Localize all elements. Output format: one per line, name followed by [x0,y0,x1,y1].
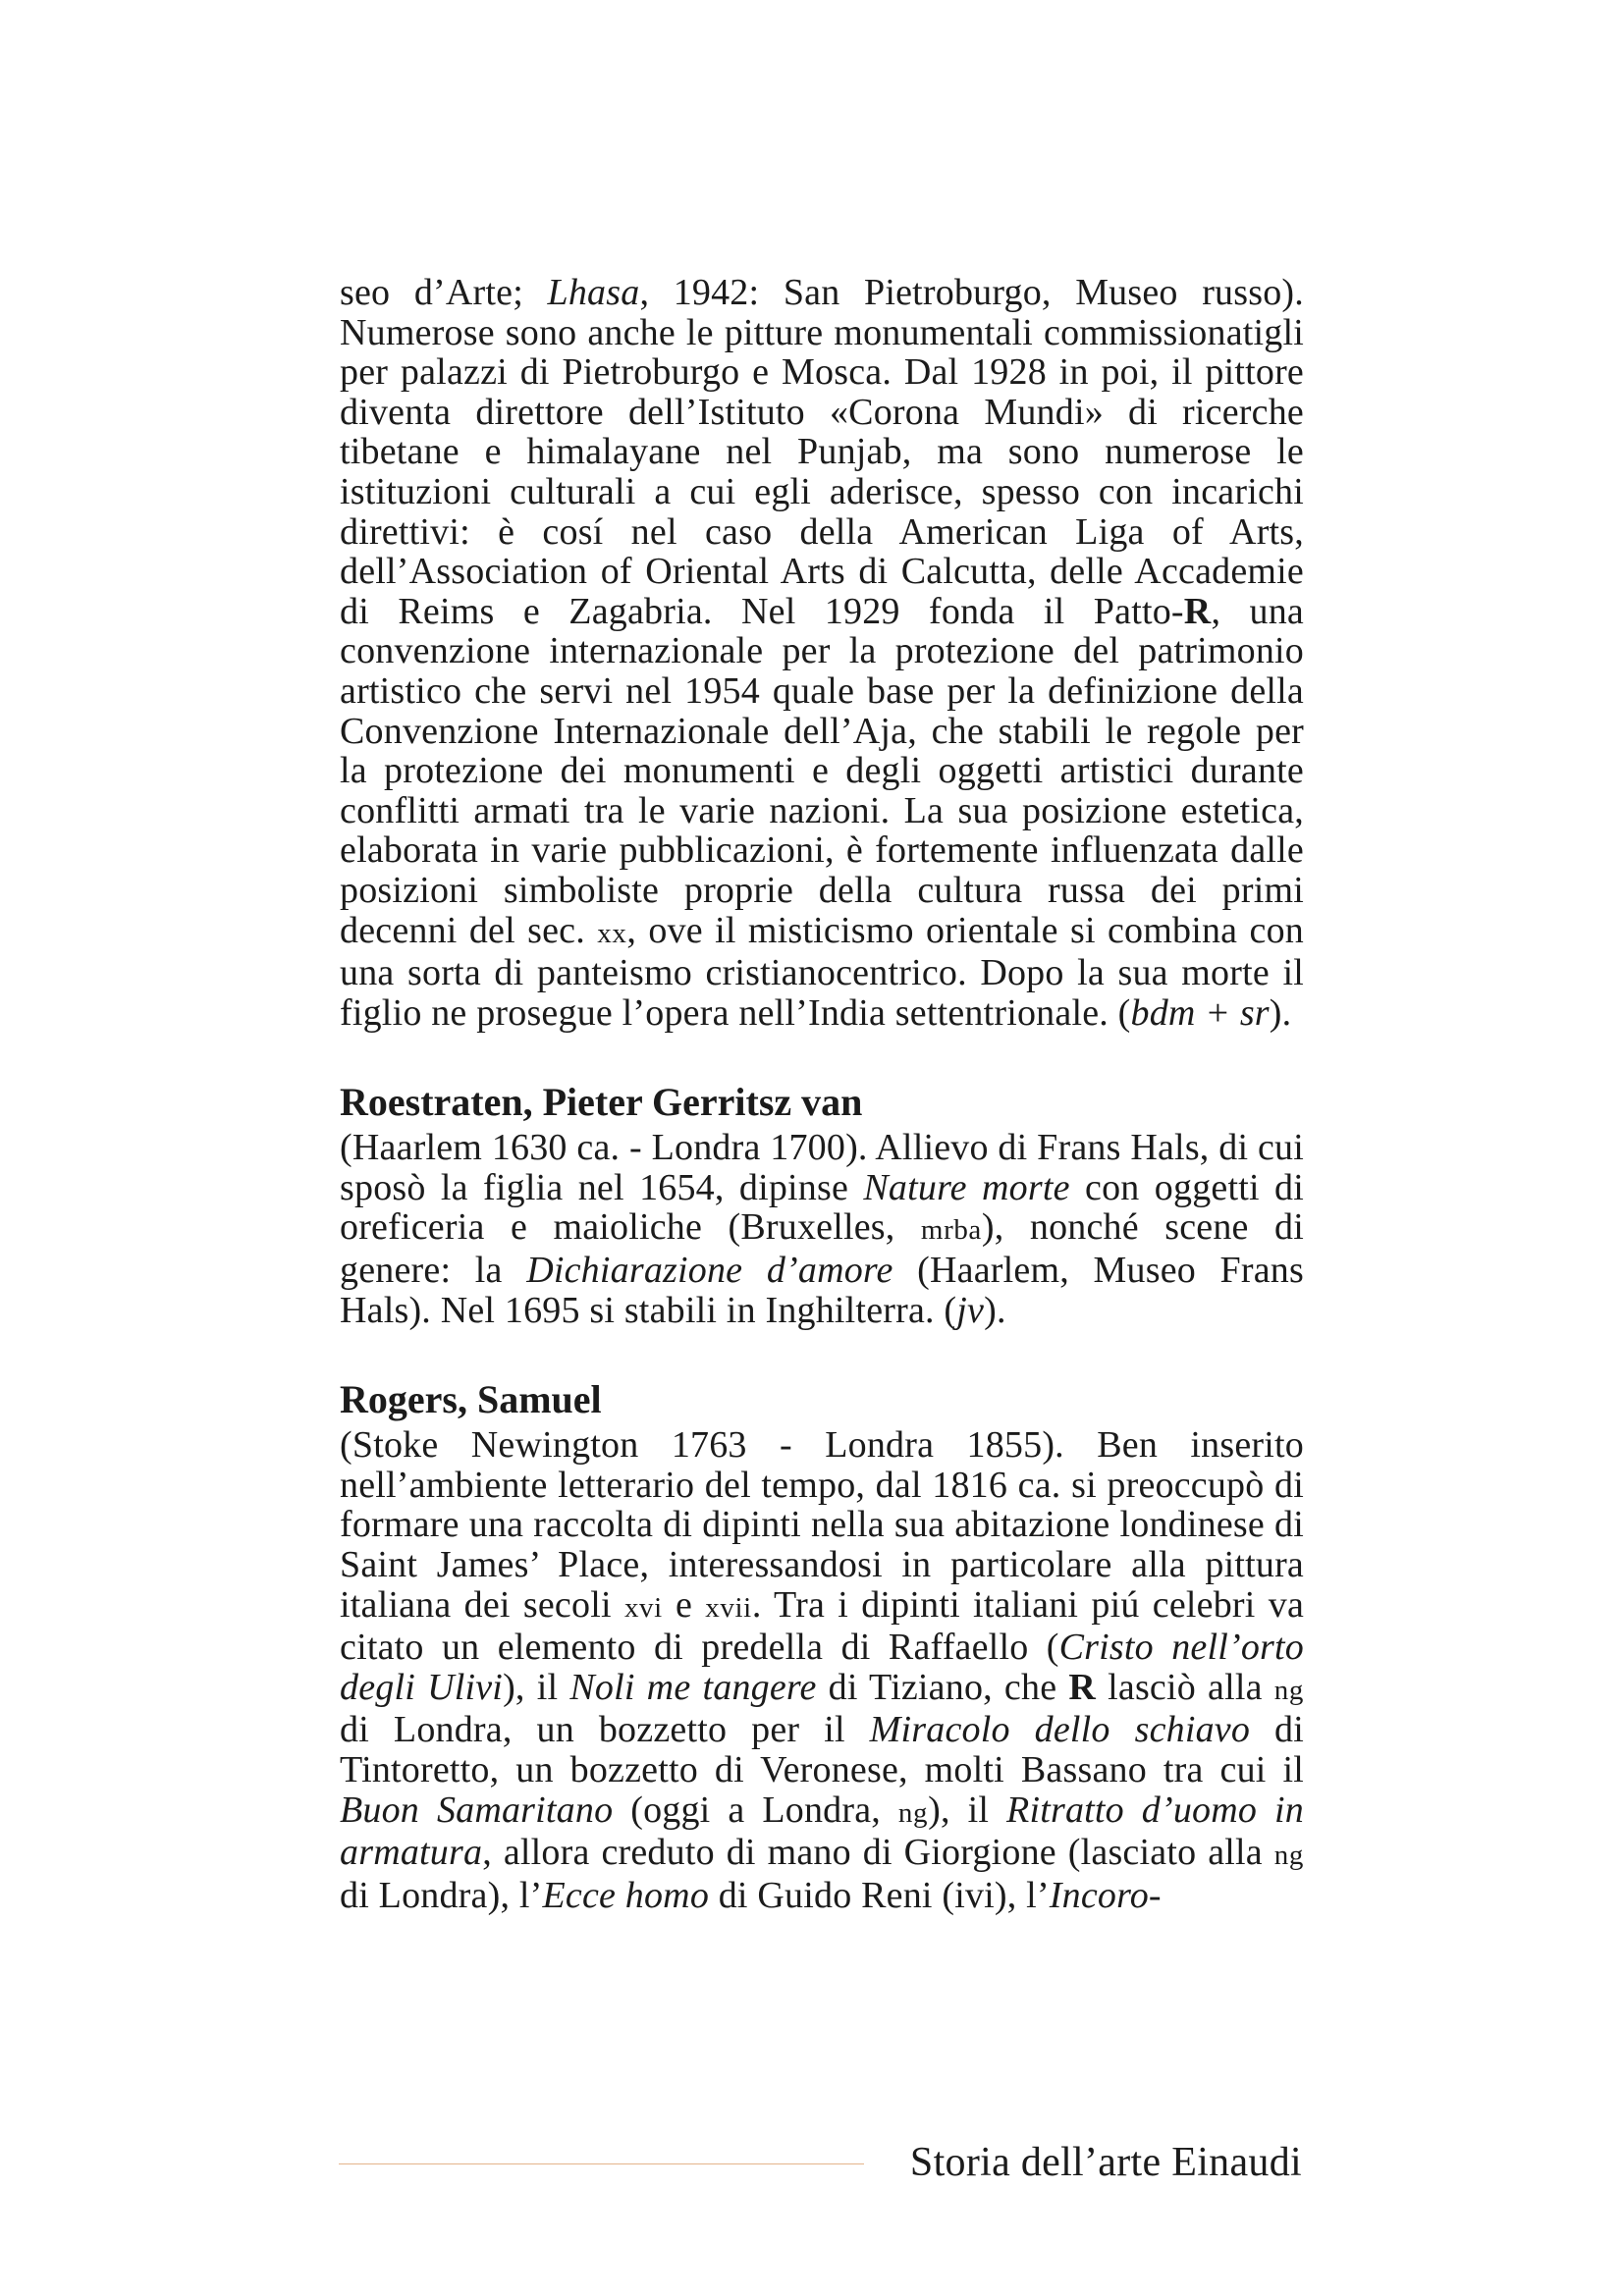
text-run: ). [984,1289,1006,1331]
entry-heading: Rogers, Samuel [340,1377,602,1422]
text-run: di Londra, un bozzetto per il [340,1709,870,1751]
entry-body [340,1128,1304,1330]
text-run: (oggi a Londra, [613,1789,898,1831]
text-run: di Tiziano, che [816,1666,1069,1708]
spacer [340,1033,1304,1081]
text-run: ). [1269,991,1292,1034]
text-run: di Tintoretto, un bozzetto di Veronese, molti Bassano tra cui il [340,1709,1304,1790]
museum-abbreviation: ng [1273,1674,1304,1706]
text-run: lasciò alla [1096,1666,1274,1708]
artwork-title: Nature morte [863,1166,1070,1208]
continuation-paragraph [340,273,1304,1033]
footer-title: Storia dell’arte Einaudi [909,2140,1302,2185]
text-run: con oggetti di oreficeria e maioliche (Bruxelles, [340,1166,1305,1249]
text-run: , 1942: San Pietroburgo, Museo russo). Numerose sono anche le pitture monumentali commissionatigli per palazzi di Pietroburgo e Mosca. Dal 1928 in poi, il pittore diventa direttore dell’Istituto «Corona Mundi» di ricerche tibetane e himalayane nel Punjab, ma sono numerose le istituzioni culturali a cui egli aderisce, spesso con incarichi direttivi: è cosí nel caso della American Liga of Arts, dell’Association of Oriental Arts di Calcutta, delle Accademie di Reims e Zagabria. Nel 1929 fonda il Patto- [340,272,1304,632]
text-run: di Londra), l’ [340,1874,543,1916]
artwork-title: Ecce homo [542,1874,710,1916]
spacer [340,1330,1304,1378]
small-caps-numeral: xvii [705,1591,752,1624]
text-run: , ove il misticismo orientale si combina con una sorta di panteismo cristianocentrico. Dopo la sua morte il figlio ne prosegue l’opera nell’India settentrionale. ( [340,909,1304,1034]
text-run: di Guido Reni (ivi), l’ [709,1874,1050,1916]
text-run: , una convenzione internazionale per la protezione del patrimonio artistico che servi nel 1954 quale base per la definizione della Convenzione Internazionale dell’Aja, che stabili le regole per la protezione dei monumenti e degli oggetti artistici durante conflitti armati tra le varie nazioni. La sua posizione estetica, elaborata in varie pubblicazioni, è fortemente influenzata dalle posizioni simboliste proprie della cultura russa dei primi decenni del sec. [340,590,1304,951]
bold-initial: R [1068,1666,1097,1708]
text-run: e [662,1583,706,1626]
museum-abbreviation: mrba [920,1214,982,1247]
artwork-title: Lhasa [547,272,640,313]
bold-initial: R [1183,590,1212,632]
text-run: seo d’Arte; [340,272,548,313]
text-run: ), il [928,1789,1007,1831]
entry-body [340,1425,1304,1915]
text-run: ), nonché scene di genere: la [340,1206,1304,1292]
artwork-title: Cristo nell’orto degli Ulivi [340,1627,1305,1708]
text-run: , allora creduto di mano di Giorgione (lasciato alla [482,1832,1274,1874]
artwork-title: Noli me tangere [569,1666,817,1708]
artwork-title: Dichiarazione d’amore [526,1250,893,1292]
artwork-title: Miracolo dello schiavo [869,1709,1251,1751]
text-run: (Haarlem, Museo Frans Hals). Nel 1695 si stabili in Inghilterra. ( [340,1250,1304,1331]
artwork-title: Buon Samaritano [340,1789,614,1831]
museum-abbreviation: ng [1273,1840,1304,1872]
author-initials: bdm + sr [1130,991,1270,1034]
text-run: (Stoke Newington 1763 - Londra 1855). Ben inserito nell’ambiente letterario del tempo, dal 1816 ca. si preoccupò di formare una raccolta di dipinti nella sua abitazione londinese di Saint James’ Place, interessandosi in particolare alla pittura italiana dei secoli [340,1424,1304,1626]
text-run: . Tra i dipinti italiani piú celebri va citato un elemento di predella di Raffaello ( [340,1583,1305,1669]
museum-abbreviation: ng [897,1796,929,1829]
text-column [340,273,1304,1915]
author-initials: jv [956,1289,985,1331]
small-caps-numeral: xvi [623,1591,663,1624]
small-caps-numeral: xx [597,917,627,949]
artwork-title: Ritratto d’uomo in armatura [340,1789,1304,1874]
entry-heading: Roestraten, Pieter Gerritsz van [340,1080,863,1125]
text-run: (Haarlem 1630 ca. - Londra 1700). Allievo di Frans Hals, di cui sposò la figlia nel 1654, dipinse [340,1127,1304,1208]
footer-rule [339,2163,864,2164]
text-run: ), il [503,1666,570,1708]
artwork-title: Incoro- [1049,1874,1162,1916]
